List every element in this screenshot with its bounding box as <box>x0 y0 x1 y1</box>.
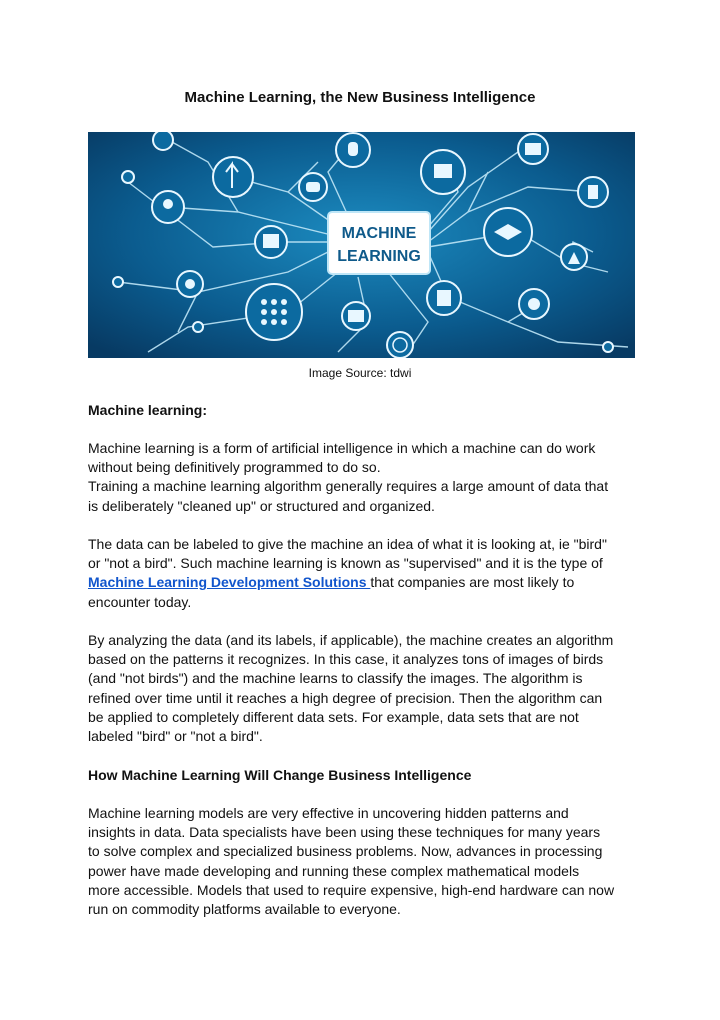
text-line: labeled "bird" or "not a bird". <box>88 728 263 745</box>
machine-learning-badge <box>328 212 430 274</box>
text-line: power have made developing and running these complex mathematical models <box>88 862 580 879</box>
flower-icon <box>528 298 540 310</box>
paragraph <box>88 535 648 612</box>
chat-icon <box>306 182 320 192</box>
grid-dots-icon <box>261 299 287 325</box>
network-graph-icon <box>437 290 451 306</box>
text-line: run on commodity platforms available to everyone. <box>88 901 401 918</box>
text-line: based on the patterns it recognizes. In this case, it analyzes tons of images of birds <box>88 651 604 668</box>
text-line: The data can be labeled to give the machine an idea of what it is looking at, ie "bird" <box>88 536 607 552</box>
text-line: without being definitively programmed to do so. <box>88 459 381 476</box>
text-line: By analyzing the data (and its labels, if applicable), the machine creates an algorithm <box>88 632 614 648</box>
hero-image <box>88 132 635 358</box>
text-line: to solve complex and specialized business problems. Now, advances in processing <box>88 843 603 860</box>
microphone-icon <box>348 142 358 156</box>
text-line: insights in data. Data specialists have been using these techniques for many years <box>88 824 601 841</box>
paragraph <box>88 631 648 746</box>
user-icon <box>163 199 173 209</box>
text-line: be applied to completely different data sets. For example, data sets that are not <box>88 708 579 725</box>
text-line: or "not a bird". Such machine learning is known as "supervised" and it is the type of <box>88 555 603 572</box>
text-fragment: that companies are most likely to <box>370 574 575 591</box>
bar-chart-icon <box>263 234 279 248</box>
document-title: Machine Learning, the New Business Intelligence <box>184 89 536 106</box>
mail-icon <box>525 143 541 155</box>
text-line: Machine learning models are very effective in uncovering hidden patterns and <box>88 805 569 821</box>
text-line: (and "not birds") and the machine learns to classify the images. The algorithm is <box>88 670 583 687</box>
badge-line2: LEARNING <box>337 248 421 265</box>
section-heading-machine-learning: Machine learning: <box>88 402 208 418</box>
ml-development-solutions-link[interactable]: Machine Learning Development Solutions <box>88 574 371 591</box>
text-line: Machine learning is a form of artificial intelligence in which a machine can do work <box>88 440 596 456</box>
machine-learning-network-illustration <box>88 132 635 358</box>
lightbulb-icon <box>185 279 195 289</box>
paragraph <box>88 804 648 919</box>
form-icon <box>348 310 364 322</box>
text-line: more accessible. Models that used to require expensive, high-end hardware can now <box>88 881 615 898</box>
badge-line1: MACHINE <box>341 225 417 242</box>
documents-icon <box>588 185 598 199</box>
org-chart-icon <box>434 164 452 178</box>
image-caption: Image Source: tdwi <box>308 366 412 380</box>
text-line: refined over time until it reaches a high degree of precision. Then the algorithm can <box>88 689 603 706</box>
text-line: encounter today. <box>88 593 192 610</box>
section-heading-business-intelligence: How Machine Learning Will Change Business Intelligence <box>88 767 472 783</box>
text-line: Training a machine learning algorithm generally requires a large amount of data that <box>88 478 609 495</box>
text-line <box>88 573 648 592</box>
paragraph <box>88 439 648 516</box>
text-line: is deliberately "cleaned up" or structured and organized. <box>88 497 435 514</box>
